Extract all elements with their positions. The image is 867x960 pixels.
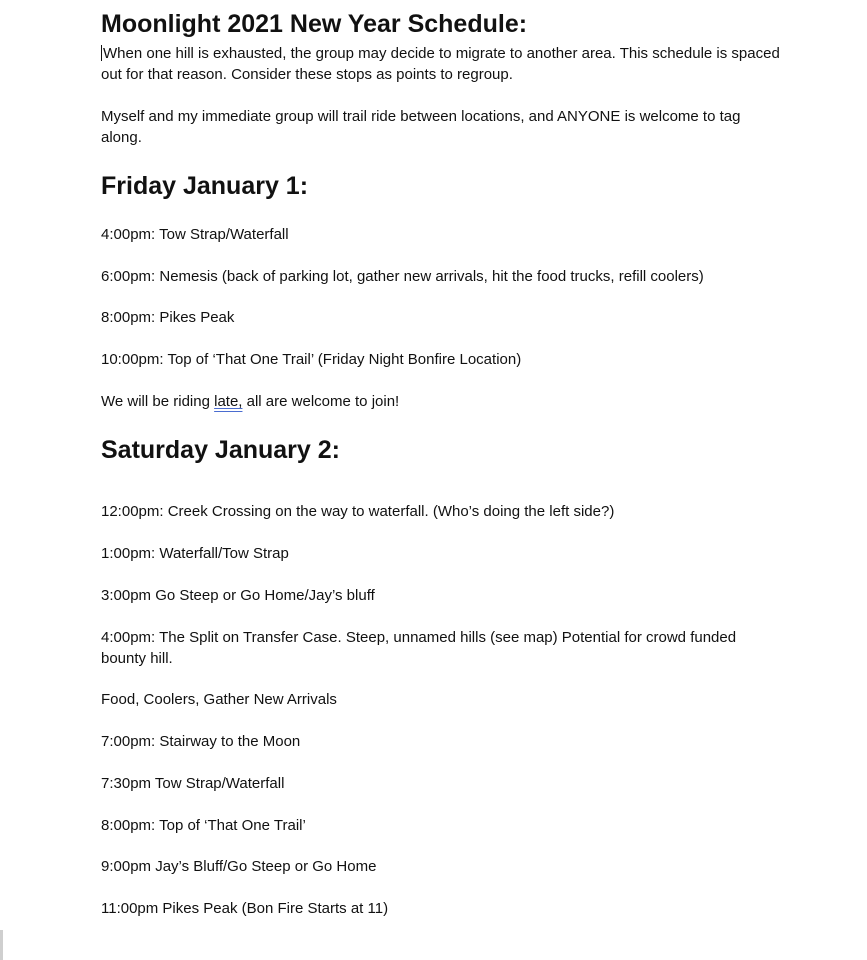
friday-item: 6:00pm: Nemesis (back of parking lot, gather new arrivals, hit the food trucks, refill coolers) xyxy=(101,268,704,285)
friday-closing-after: all are welcome to join! xyxy=(242,393,400,410)
spellcheck-marked-word: late, xyxy=(214,393,243,410)
saturday-item: Food, Coolers, Gather New Arrivals xyxy=(101,691,337,708)
saturday-item: 11:00pm Pikes Peak (Bon Fire Starts at 11) xyxy=(101,900,389,917)
saturday-item: 7:00pm: Stairway to the Moon xyxy=(101,733,301,750)
intro-paragraph-1 xyxy=(101,43,781,85)
friday-closing-before: We will be riding xyxy=(101,393,215,410)
intro-paragraph-1-text: When one hill is exhausted, the group may decide to migrate to another area. This schedule is spaced out for that reason. Consider these stops as points to regroup. xyxy=(101,45,780,83)
saturday-item: 1:00pm: Waterfall/Tow Strap xyxy=(101,545,289,562)
friday-item: 10:00pm: Top of ‘That One Trail’ (Friday Night Bonfire Location) xyxy=(101,351,522,368)
saturday-item: 3:00pm Go Steep or Go Home/Jay’s bluff xyxy=(101,587,375,604)
intro-paragraph-2: Myself and my immediate group will trail ride between locations, and ANYONE is welcome to tag along. xyxy=(101,108,741,146)
saturday-heading: Saturday January 2: xyxy=(101,436,340,464)
saturday-item: 9:00pm Jay’s Bluff/Go Steep or Go Home xyxy=(101,858,377,875)
saturday-item: 12:00pm: Creek Crossing on the way to waterfall. (Who’s doing the left side?) xyxy=(101,503,615,520)
text-cursor xyxy=(101,45,102,61)
saturday-item: 8:00pm: Top of ‘That One Trail’ xyxy=(101,817,306,834)
page-edge-shadow xyxy=(0,930,3,960)
friday-item: 8:00pm: Pikes Peak xyxy=(101,309,235,326)
saturday-item: 7:30pm Tow Strap/Waterfall xyxy=(101,775,285,792)
friday-heading: Friday January 1: xyxy=(101,172,309,200)
friday-item: 4:00pm: Tow Strap/Waterfall xyxy=(101,226,289,243)
saturday-item: 4:00pm: The Split on Transfer Case. Steep, unnamed hills (see map) Potential for crowd funded bounty hill. xyxy=(101,629,737,667)
friday-closing-note xyxy=(101,391,399,412)
document-title: Moonlight 2021 New Year Schedule: xyxy=(101,10,528,38)
